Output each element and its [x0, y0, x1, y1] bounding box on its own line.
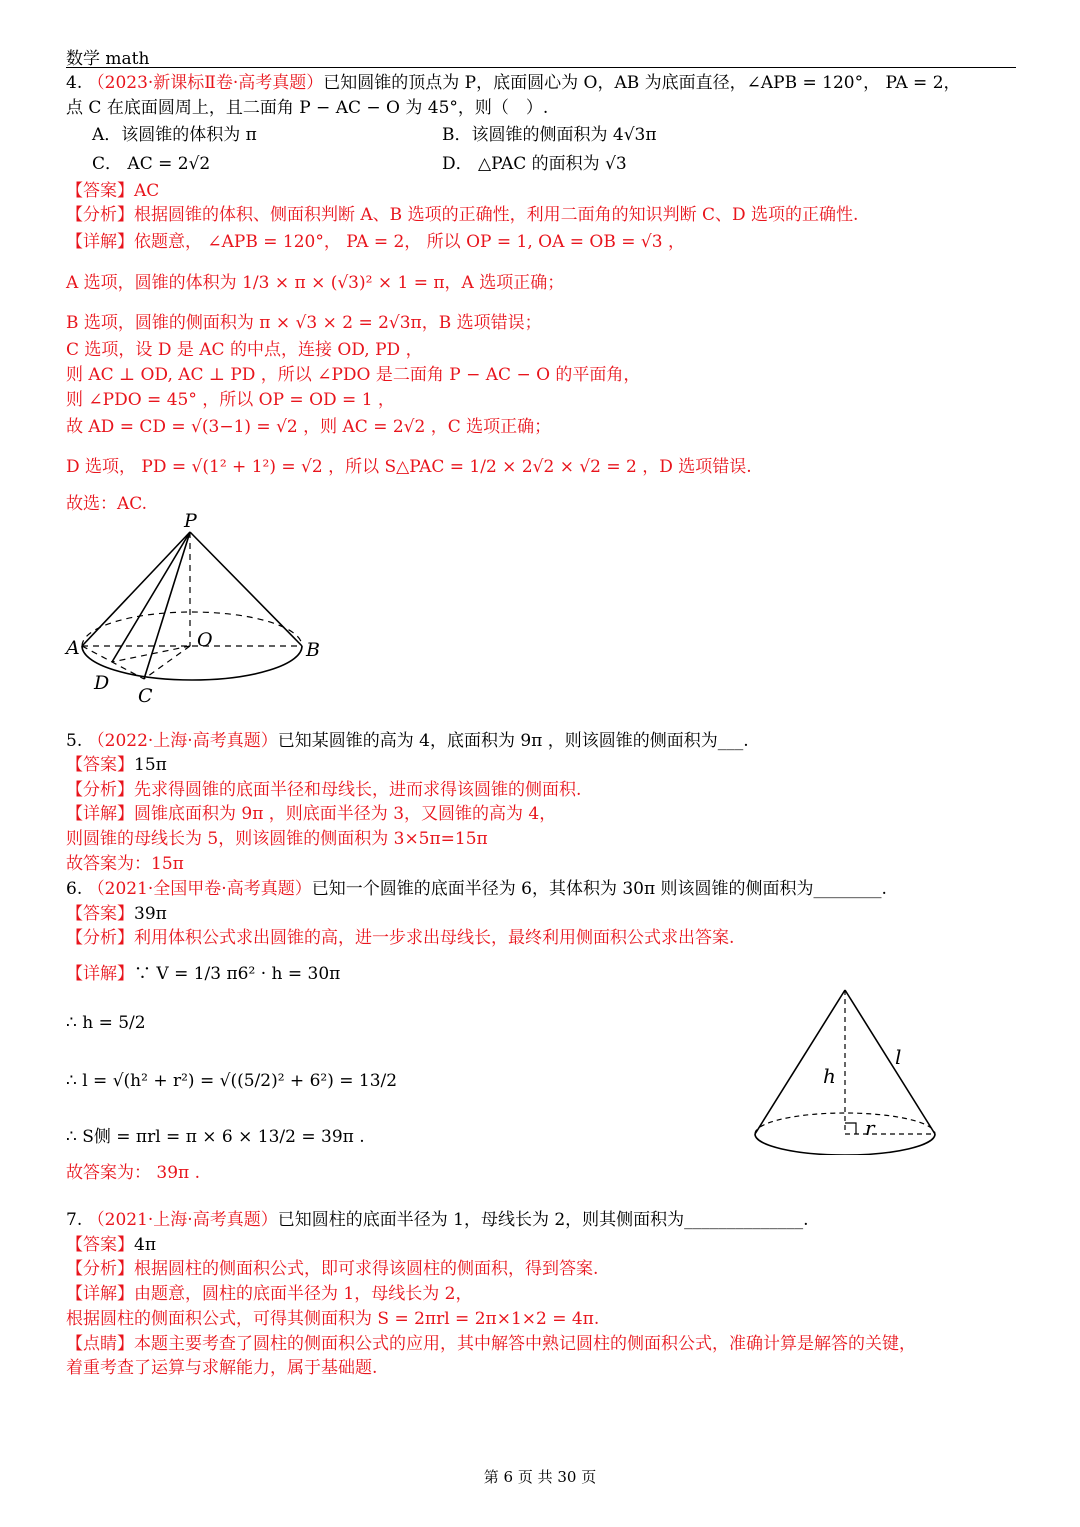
cone-base-back-arc: [82, 612, 302, 646]
q5-answer-label: 【答案】: [66, 755, 134, 775]
q7-stem: [66, 1209, 809, 1231]
q4-option-a-solution: A 选项，圆锥的体积为 1/3 × π × (√3)² × 1 = π，A 选项正确；: [66, 273, 565, 293]
q6-step3: ∴ l = √(h² + r²) = √((5/2)² + 6²) = 13/2: [66, 1071, 398, 1091]
q7-analysis: 【分析】根据圆柱的侧面积公式，即可求得该圆柱的侧面积，得到答案.: [66, 1259, 599, 1279]
base-front-arc: [755, 1134, 935, 1155]
q4-option-d-solution: D 选项， PD = √(1² + 1²) = √2 ，所以 S△PAC = 1/2 × 2√2 × √2 = 2 ，D 选项错误.: [66, 457, 752, 477]
q6-answer-label: 【答案】: [66, 904, 134, 924]
q4-option-b: B．该圆锥的侧面积为 4√3π: [442, 125, 657, 145]
edge-PD: [112, 532, 190, 662]
q5-stem: [66, 730, 749, 752]
chord-AC: [82, 646, 144, 679]
edge-PC: [144, 532, 190, 679]
label-r: r: [865, 1116, 875, 1140]
label-O: O: [197, 629, 213, 651]
q6-step2: ∴ h = 5/2: [66, 1013, 146, 1033]
label-l: l: [895, 1045, 902, 1069]
q7-detail-line1: 【详解】由题意，圆柱的底面半径为 1，母线长为 2，: [66, 1284, 473, 1304]
label-B: B: [306, 639, 320, 661]
q6-detail-line1: [66, 963, 340, 985]
q7-answer: [66, 1234, 156, 1256]
q5-conclusion: 故答案为：15π: [66, 854, 184, 874]
q4-stem-text: 已知圆锥的顶点为 P，底面圆心为 O，AB 为底面直径，∠APB = 120°， PA = 2，: [323, 73, 961, 93]
q5-detail-line1: 【详解】圆锥底面积为 9π ，则底面半径为 3，又圆锥的高为 4，: [66, 804, 557, 824]
label-A: A: [66, 637, 80, 659]
q4-option-a: A．该圆锥的体积为 π: [92, 125, 257, 145]
q7-remark-line1: 【点睛】本题主要考查了圆柱的侧面积公式的应用，其中解答中熟记圆柱的侧面积公式，准确计算是解答的关键，: [66, 1334, 916, 1354]
q7-stem-text: 已知圆柱的底面半径为 1，母线长为 2，则其侧面积为______________.: [277, 1210, 809, 1230]
q6-stem-text: 已知一个圆锥的底面半径为 6，其体积为 30π 则该圆锥的侧面积为________.: [311, 879, 887, 899]
label-h: h: [823, 1064, 836, 1088]
q4-answer: 【答案】AC: [66, 181, 160, 201]
q4-option-d: D． △PAC 的面积为 √3: [442, 154, 627, 174]
q4-stem-line2: 点 C 在底面圆周上，且二面角 P − AC − O 为 45°，则（ ）.: [66, 98, 549, 118]
q7-source: （2021·上海·高考真题）: [87, 1210, 278, 1230]
q5-analysis: 【分析】先求得圆锥的底面半径和母线长，进而求得该圆锥的侧面积.: [66, 780, 582, 800]
q4-stem-line1: [66, 72, 961, 94]
q6-step4: ∴ S侧 = πrl = π × 6 × 13/2 = 39π .: [66, 1127, 365, 1147]
q7-detail-line2: 根据圆柱的侧面积公式，可得其侧面积为 S = 2πrl = 2π×1×2 = 4π.: [66, 1309, 600, 1329]
q4-detail-line1: [66, 231, 685, 253]
q5-number: 5.: [66, 731, 83, 751]
q4-detail-text: 依题意， ∠APB = 120°， PA = 2， 所以 OP = 1, OA = OB = √3 ，: [134, 232, 685, 252]
q4-option-c-solution-2: 则 AC ⊥ OD, AC ⊥ PD ，所以 ∠PDO 是二面角 P − AC − O 的平面角，: [66, 365, 641, 385]
q4-option-c-solution-1: C 选项，设 D 是 AC 的中点，连接 OD, PD ，: [66, 340, 423, 360]
q4-source: （2023·新课标Ⅱ卷·高考真题）: [87, 73, 324, 93]
q5-answer-value: 15π: [134, 755, 167, 775]
page-header: 数学 math: [66, 49, 150, 69]
q5-source: （2022·上海·高考真题）: [87, 731, 278, 751]
label-C: C: [138, 685, 153, 707]
q4-option-c: C． AC = 2√2: [92, 154, 211, 174]
q6-cone-figure: [745, 980, 945, 1155]
left-slant-edge: [755, 990, 845, 1134]
q4-option-c-solution-4: 故 AD = CD = √(3−1) = √2 ，则 AC = 2√2 ，C 选项正确；: [66, 417, 552, 437]
q5-stem-text: 已知某圆锥的高为 4，底面积为 9π ，则该圆锥的侧面积为___.: [277, 731, 749, 751]
q6-stem: [66, 878, 887, 900]
q4-number: 4.: [66, 73, 83, 93]
q6-answer-value: 39π: [134, 904, 167, 924]
q6-conclusion: 故答案为： 39π .: [66, 1163, 201, 1183]
right-angle-mark: [845, 1123, 856, 1134]
q7-number: 7.: [66, 1210, 83, 1230]
q6-source: （2021·全国甲卷·高考真题）: [87, 879, 312, 899]
edge-PA: [82, 532, 190, 646]
q4-option-c-solution-3: 则 ∠PDO = 45° ，所以 OP = OD = 1 ，: [66, 390, 395, 410]
q6-answer: [66, 903, 167, 925]
q6-number: 6.: [66, 879, 83, 899]
q4-cone-figure: [60, 512, 330, 707]
q5-detail-line2: 则圆锥的母线长为 5，则该圆锥的侧面积为 3×5π=15π: [66, 829, 488, 849]
header-divider: [66, 67, 1016, 68]
q6-analysis: 【分析】利用体积公式求出圆锥的高，进一步求出母线长，最终利用侧面积公式求出答案.: [66, 928, 735, 948]
right-slant-edge: [845, 990, 935, 1134]
label-D: D: [94, 672, 110, 694]
q7-answer-value: 4π: [134, 1235, 156, 1255]
q4-detail-label: 【详解】: [66, 232, 134, 252]
q4-option-b-solution: B 选项，圆锥的侧面积为 π × √3 × 2 = 2√3π，B 选项错误；: [66, 313, 542, 333]
page-footer: 第 6 页 共 30 页: [483, 1468, 597, 1486]
q4-analysis: 【分析】根据圆锥的体积、侧面积判断 A、B 选项的正确性，利用二面角的知识判断 C、D 选项的正确性.: [66, 205, 859, 225]
q6-step1: ∵ V = 1/3 π6² · h = 30π: [134, 964, 341, 984]
q5-answer: [66, 754, 167, 776]
q4-conclusion: 故选：AC.: [66, 494, 148, 514]
q6-detail-label: 【详解】: [66, 964, 134, 984]
q7-answer-label: 【答案】: [66, 1235, 134, 1255]
label-P: P: [184, 512, 197, 532]
q7-remark-line2: 着重考查了运算与求解能力，属于基础题.: [66, 1358, 378, 1378]
